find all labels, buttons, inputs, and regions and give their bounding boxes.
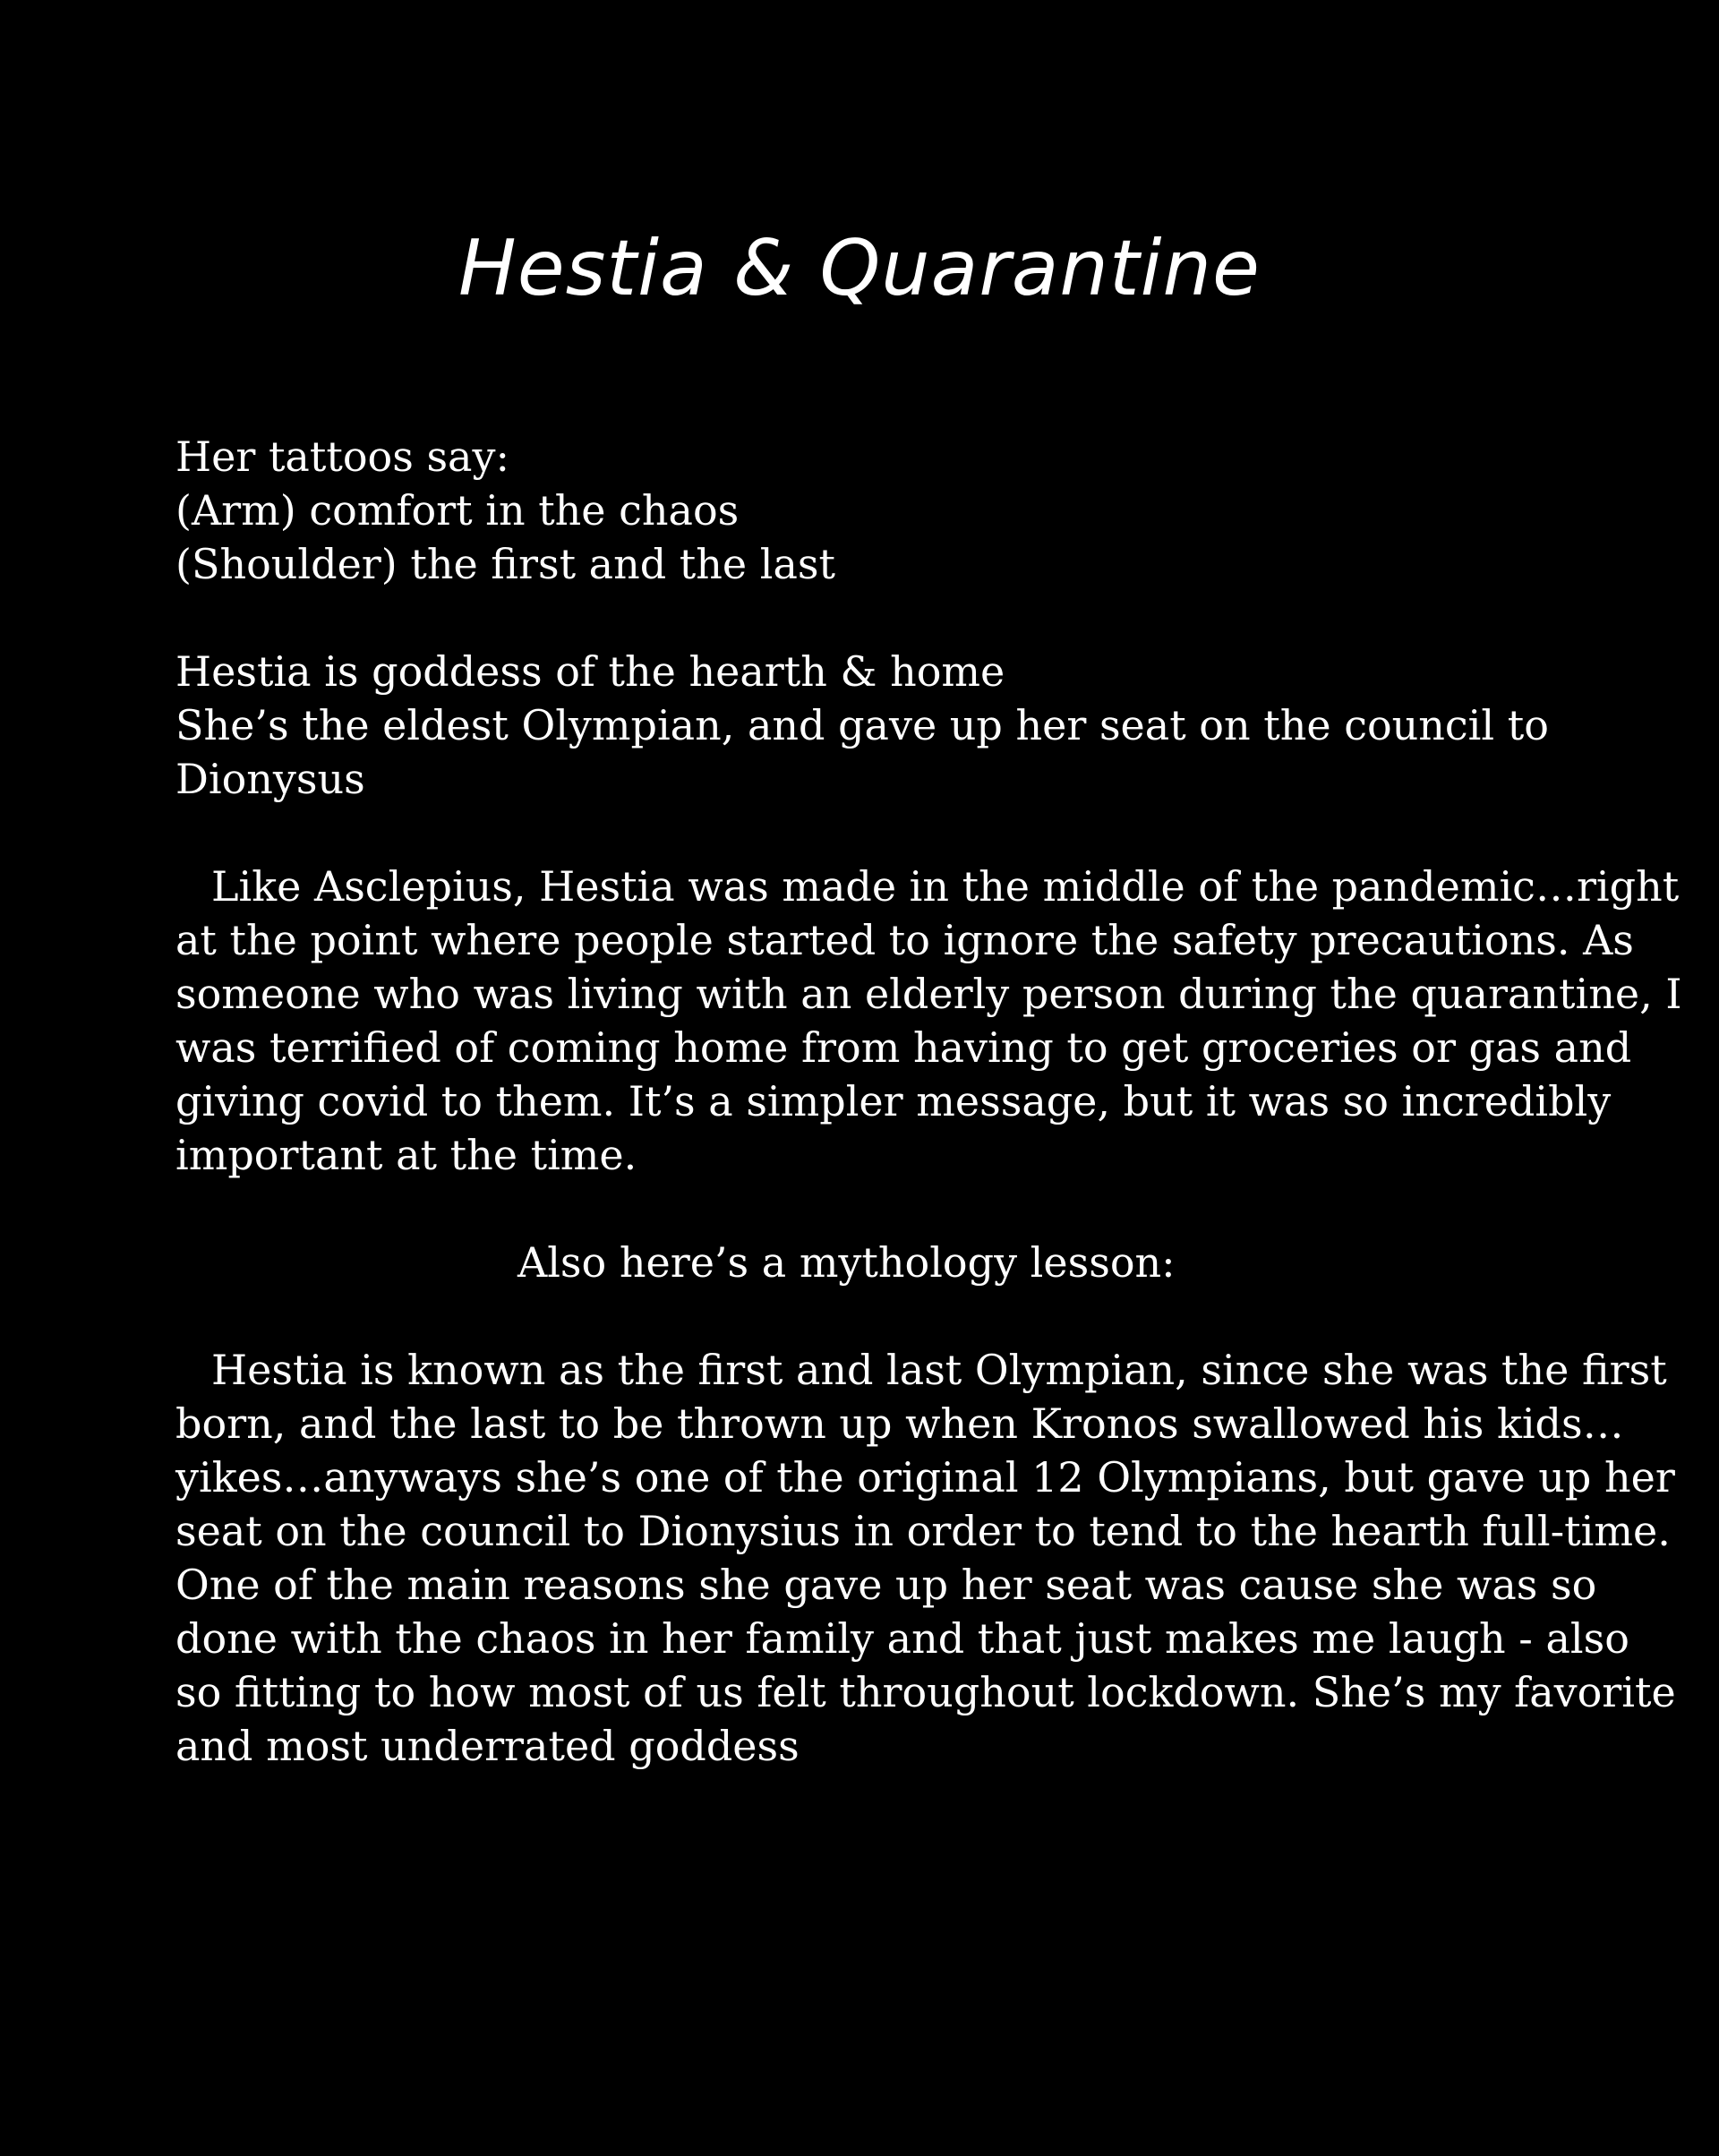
story-line: important at the time. — [175, 1131, 637, 1179]
tattoo-section — [175, 430, 1590, 591]
lesson-line: Hestia is known as the first and last Olympian, since she was the first — [211, 1346, 1667, 1394]
lesson-line: yikes…anyways she’s one of the original 12 Olympians, but gave up her — [175, 1453, 1675, 1502]
story-paragraph — [175, 860, 1682, 1182]
about-line: Dionysus — [175, 755, 365, 803]
spacer — [175, 591, 1590, 645]
lesson-line: done with the chaos in her family and that just makes me laugh - also — [175, 1614, 1629, 1663]
lesson-paragraph — [175, 1343, 1676, 1773]
spacer — [175, 1182, 1590, 1236]
about-line: Hestia is goddess of the hearth & home — [175, 647, 1005, 696]
lesson-line: born, and the last to be thrown up when Kronos swallowed his kids… — [175, 1399, 1624, 1448]
story-line: was terrified of coming home from having to get groceries or gas and — [175, 1023, 1632, 1072]
tattoo-arm: (Arm) comfort in the chaos — [175, 486, 740, 535]
story-line: giving covid to them. It’s a simpler message, but it was so incredibly — [175, 1077, 1612, 1125]
story-line: at the point where people started to ignore the safety precautions. As — [175, 916, 1634, 964]
story-line: someone who was living with an elderly person during the quarantine, I — [175, 970, 1682, 1018]
lesson-line: and most underrated goddess — [175, 1722, 800, 1770]
about-line: She’s the eldest Olympian, and gave up her seat on the council to — [175, 701, 1549, 749]
lesson-heading: Also here’s a mythology lesson: — [517, 1238, 1176, 1287]
tattoo-intro: Her tattoos say: — [175, 432, 509, 481]
spacer — [175, 1289, 1590, 1343]
lesson-line: One of the main reasons she gave up her seat was cause she was so — [175, 1561, 1597, 1609]
spacer — [175, 806, 1590, 860]
story-line: Like Asclepius, Hestia was made in the middle of the pandemic…right — [211, 862, 1680, 911]
lesson-line: seat on the council to Dionysius in order to tend to the hearth full-time. — [175, 1507, 1671, 1555]
about-section — [175, 645, 1590, 806]
lesson-line: so fitting to how most of us felt throughout lockdown. She’s my favorite — [175, 1668, 1676, 1716]
document-body — [175, 430, 1682, 1773]
tattoo-shoulder: (Shoulder) the first and the last — [175, 540, 835, 588]
page-title: Hestia & Quarantine — [458, 224, 1261, 313]
